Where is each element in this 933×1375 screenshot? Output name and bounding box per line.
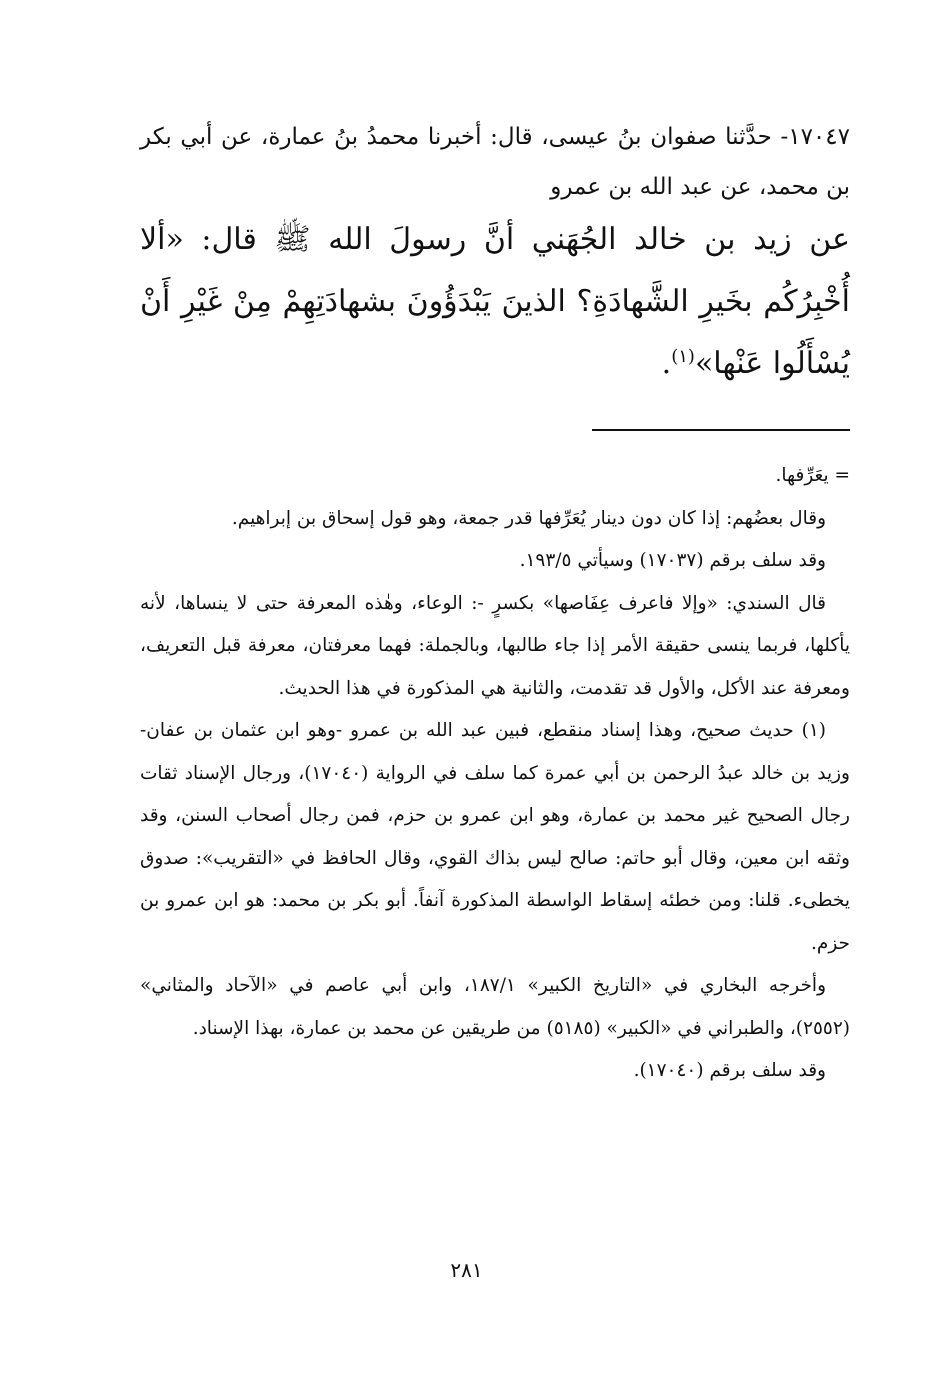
hadith-isnad — [140, 112, 850, 212]
footnote-paragraph: وأخرجه البخاري في «التاريخ الكبير» ١٨٧/١، وابن أبي عاصم في «الآحاد والمثاني» (٢٥٥٢)، والطبراني في «الكبير» (٥١٨٥) من طريقين عن محمد بن عمارة، بهذا الإسناد. — [140, 975, 850, 1039]
footnote-paragraph: (١) حديث صحيح، وهذا إسناد منقطع، فبين عبد الله بن عمرو -وهو ابن عثمان بن عفان- وزيد بن خالد عبدُ الرحمن بن أبي عمرة كما سلف في الرواية (١٧٠٤٠)، ورجال الإسناد ثقات رجال الصحيح غير محمد بن عمارة، وهو ابن عمرو بن حزم، فمن رجال أصحاب السنن، وقد وثقه ابن معين، وقال أبو حاتم: صالح ليس بذاك القوي، وقال الحافظ في «التقريب»: صدوق يخطىء. قلنا: ومن خطئه إسقاط الواسطة المذكورة آنفاً. أبو بكر بن محمد: هو ابن عمرو بن حزم. — [140, 720, 850, 954]
hadith-matn — [140, 209, 850, 395]
footnote-separator — [592, 429, 850, 431]
isnad-text: حدَّثنا صفوان بنُ عيسى، قال: أخبرنا محمدُ بنُ عمارة، عن أبي بكر بن محمد، عن عبد الله بن عمرو — [140, 124, 850, 200]
hadith-number: ١٧٠٤٧- — [780, 124, 850, 150]
matn-text: عن زيد بن خالد الجُهَني أنَّ رسولَ الله ﷺ قال: «ألا أُخْبِرُكُم بخَيرِ الشَّهادَةِ؟ الذينَ يَبْدَؤُونَ بشهادَتِهِمْ مِنْ غَيْرِ أَنْ يُسْأَلُوا عَنْها» — [140, 222, 850, 381]
footnotes — [140, 455, 850, 1093]
footnote-marker: (١) — [671, 346, 695, 367]
page-number: ٢٨١ — [450, 1258, 483, 1282]
footnote-continuation: = يعَرِّفها. — [775, 465, 850, 486]
footnote-paragraph: وقد سلف برقم (١٧٠٣٧) وسيأتي ١٩٣/٥. — [519, 550, 826, 571]
matn-end: . — [661, 346, 672, 381]
footnote-paragraph: وقد سلف برقم (١٧٠٤٠). — [633, 1060, 826, 1081]
footnote-paragraph: قال السندي: «وإلا فاعرف عِفَاصها» بكسرٍ -: الوعاء، وهٰذه المعرفة حتى لا ينساها، لأنه يأكلها، فربما ينسى حقيقة الأمر إذا جاء طالبها، وبالجملة: فهما معرفتان، معرفة قبل التعريف، ومعرفة عند الأكل، والأول قد تقدمت، والثانية هي المذكورة في هذا الحديث. — [140, 592, 850, 699]
footnote-paragraph: وقال بعضُهم: إذا كان دون دينار يُعَرِّفها قدر جمعة، وهو قول إسحاق بن إبراهيم. — [231, 507, 826, 529]
